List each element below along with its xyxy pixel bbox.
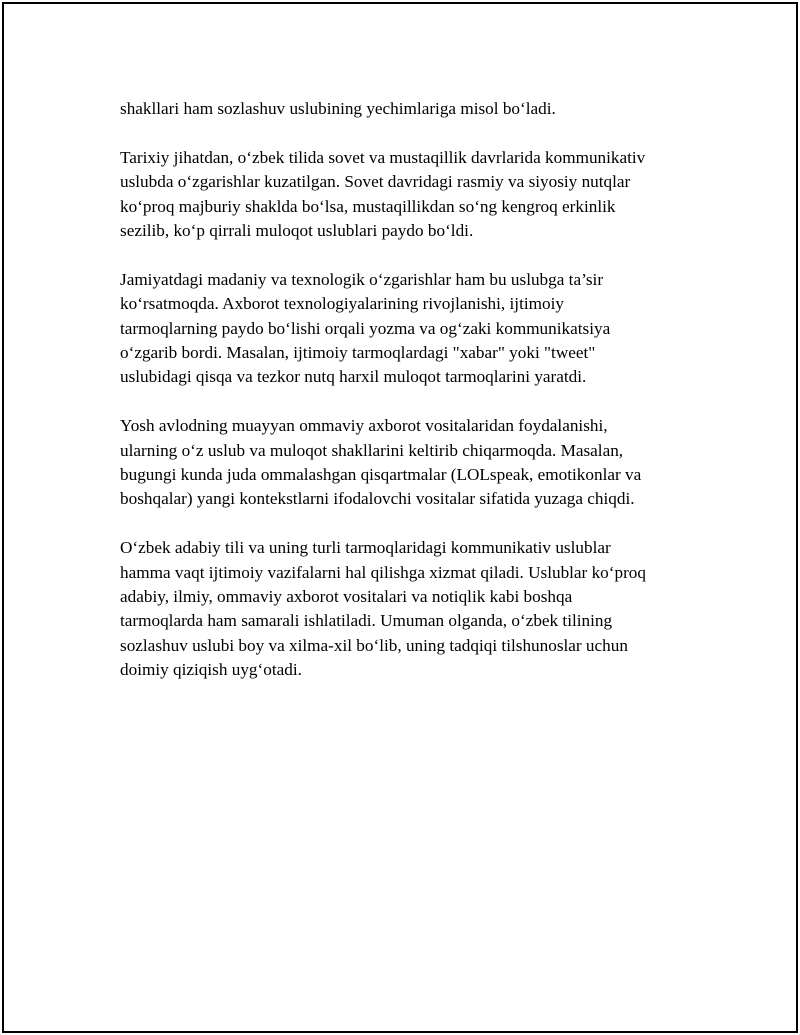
text-line: sozlashuv uslubi boy va xilma-xil bo‘lib, uning tadqiqi tilshunoslar uchun xyxy=(120,635,628,655)
text-line: ko‘proq majburiy shaklda bo‘lsa, mustaqillikdan so‘ng kengroq erkinlik xyxy=(120,196,616,216)
text-line: uslubidagi qisqa va tezkor nutq harxil muloqot tarmoqlarini yaratdi. xyxy=(120,367,587,387)
paragraph-4 xyxy=(120,414,700,512)
text-line: o‘zgarib bordi. Masalan, ijtimoiy tarmoqlardagi "xabar" yoki "tweet" xyxy=(120,343,596,363)
text-line: adabiy, ilmiy, ommaviy axborot vositalari va notiqlik kabi boshqa xyxy=(120,587,573,607)
text-line: sezilib, ko‘p qirrali muloqot uslublari paydo bo‘ldi. xyxy=(120,221,474,241)
page-frame xyxy=(2,2,798,1033)
text-line: tarmoqlarning paydo bo‘lishi orqali yozma va og‘zaki kommunikatsiya xyxy=(120,318,611,338)
text-line: bugungi kunda juda ommalashgan qisqartmalar (LOLspeak, emotikonlar va xyxy=(120,465,642,485)
paragraph-3 xyxy=(120,268,700,390)
text-line: hamma vaqt ijtimoiy vazifalarni hal qilishga xizmat qiladi. Uslublar ko‘proq xyxy=(120,562,646,582)
paragraph-1 xyxy=(120,97,700,121)
text-line: ularning o‘z uslub va muloqot shakllarini keltirib chiqarmoqda. Masalan, xyxy=(120,440,624,460)
paragraph-2 xyxy=(120,146,700,244)
text-line: ko‘rsatmoqda. Axborot texnologiyalarining rivojlanishi, ijtimoiy xyxy=(120,294,564,314)
text-line: boshqalar) yangi kontekstlarni ifodalovchi vositalar sifatida yuzaga chiqdi. xyxy=(120,489,635,509)
text-line: uslubda o‘zgarishlar kuzatilgan. Sovet davridagi rasmiy va siyosiy nutqlar xyxy=(120,172,631,192)
paragraph-5 xyxy=(120,536,700,682)
text-line: tarmoqlarda ham samarali ishlatiladi. Umuman olganda, o‘zbek tilining xyxy=(120,611,613,631)
document-body xyxy=(120,97,700,707)
text-line: shakllari ham sozlashuv uslubining yechimlariga misol bo‘ladi. xyxy=(120,99,556,118)
text-line: Jamiyatdagi madaniy va texnologik o‘zgarishlar ham bu uslubga ta’sir xyxy=(120,269,604,289)
text-line: O‘zbek adabiy tili va uning turli tarmoqlaridagi kommunikativ uslublar xyxy=(120,538,611,558)
text-line: Tarixiy jihatdan, o‘zbek tilida sovet va mustaqillik davrlarida kommunikativ xyxy=(120,147,646,167)
text-line: Yosh avlodning muayyan ommaviy axborot vositalaridan foydalanishi, xyxy=(120,416,608,436)
text-line: doimiy qiziqish uyg‘otadi. xyxy=(120,660,302,680)
